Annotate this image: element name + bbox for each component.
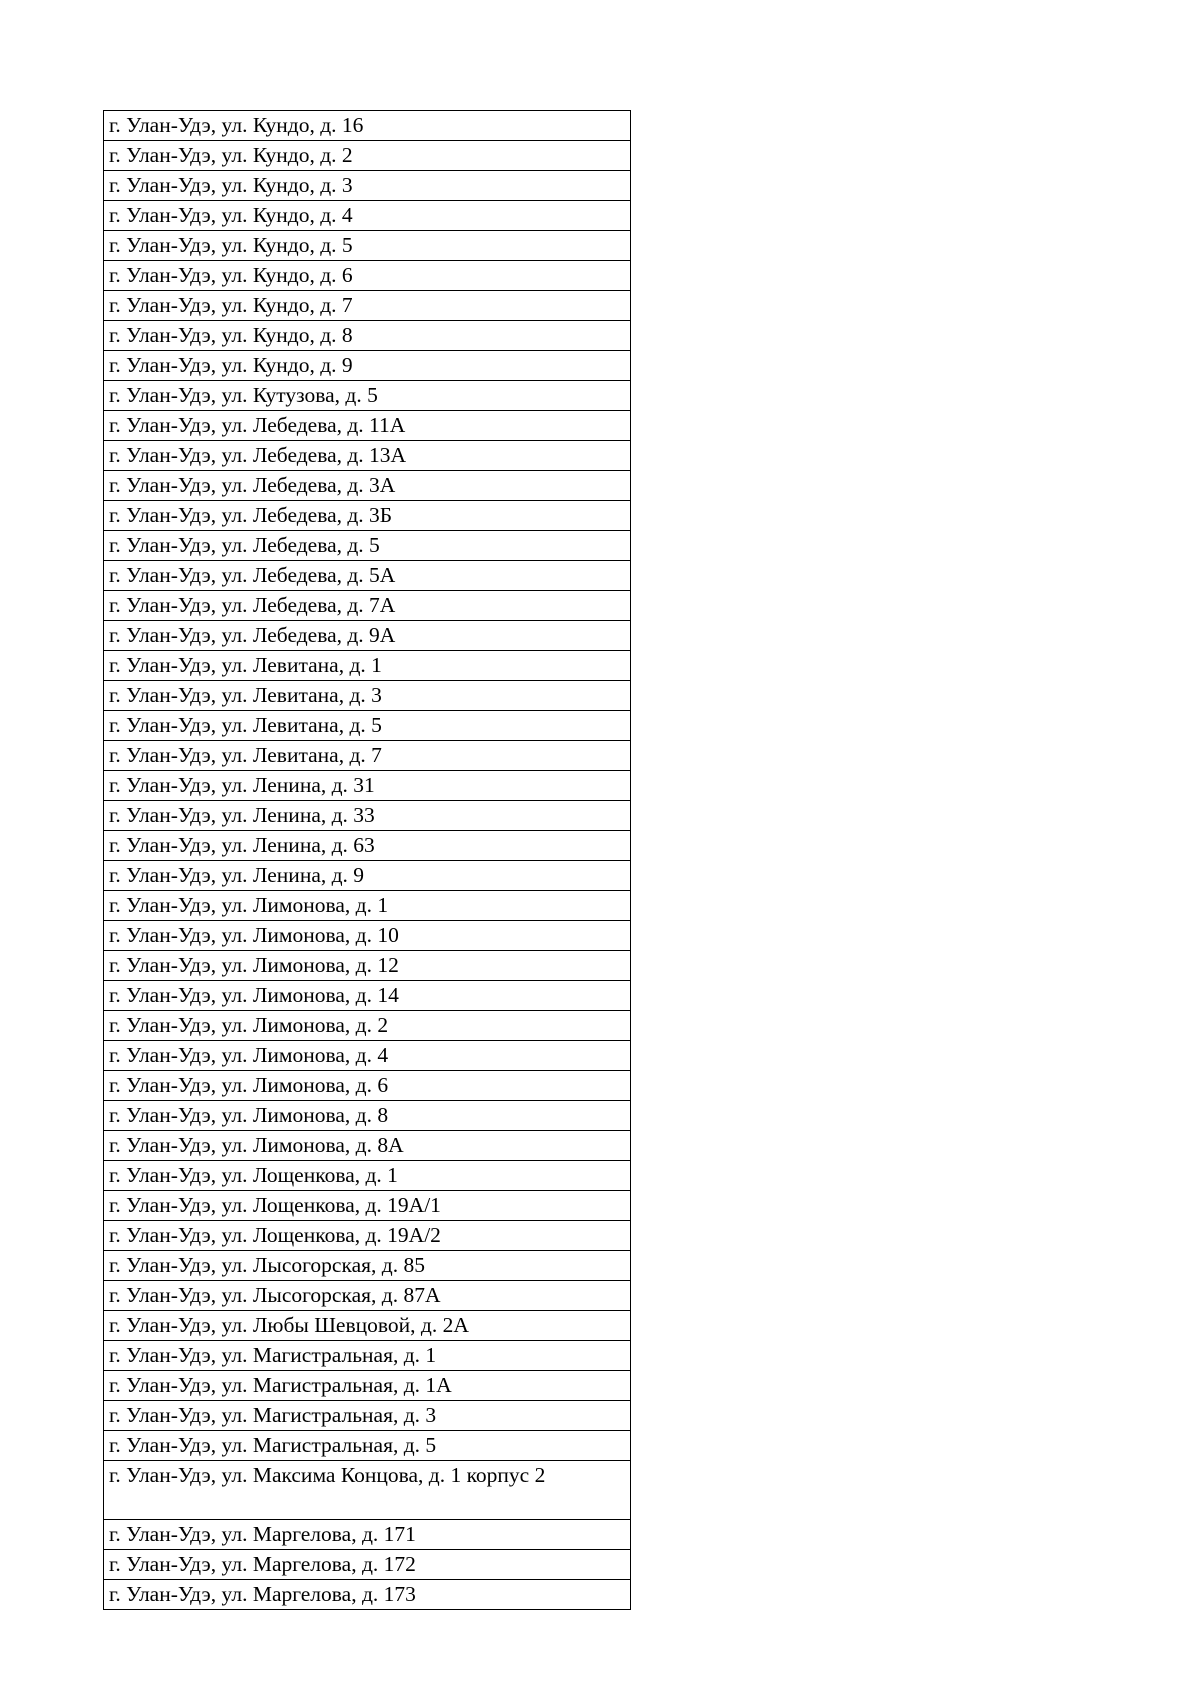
address-cell: г. Улан-Удэ, ул. Лимонова, д. 14 [104, 981, 631, 1011]
table-row [104, 411, 631, 441]
table-row [104, 981, 631, 1011]
address-cell: г. Улан-Удэ, ул. Кундо, д. 6 [104, 261, 631, 291]
address-cell: г. Улан-Удэ, ул. Лощенкова, д. 19А/1 [104, 1191, 631, 1221]
address-cell: г. Улан-Удэ, ул. Магистральная, д. 5 [104, 1431, 631, 1461]
table-row [104, 1191, 631, 1221]
table-row [104, 531, 631, 561]
address-cell: г. Улан-Удэ, ул. Лимонова, д. 8А [104, 1131, 631, 1161]
address-cell: г. Улан-Удэ, ул. Кундо, д. 16 [104, 111, 631, 141]
address-cell: г. Улан-Удэ, ул. Кундо, д. 9 [104, 351, 631, 381]
table-row [104, 1131, 631, 1161]
table-row [104, 1550, 631, 1580]
address-cell: г. Улан-Удэ, ул. Кутузова, д. 5 [104, 381, 631, 411]
table-row [104, 1251, 631, 1281]
address-table-body [104, 111, 631, 1610]
table-row [104, 231, 631, 261]
table-row [104, 1041, 631, 1071]
table-row [104, 831, 631, 861]
table-row [104, 471, 631, 501]
table-row [104, 951, 631, 981]
table-row [104, 1311, 631, 1341]
table-row [104, 1101, 631, 1131]
table-row [104, 381, 631, 411]
address-cell: г. Улан-Удэ, ул. Лебедева, д. 13А [104, 441, 631, 471]
address-cell: г. Улан-Удэ, ул. Магистральная, д. 1А [104, 1371, 631, 1401]
table-row [104, 201, 631, 231]
address-cell: г. Улан-Удэ, ул. Лебедева, д. 3А [104, 471, 631, 501]
address-cell: г. Улан-Удэ, ул. Лимонова, д. 12 [104, 951, 631, 981]
address-cell: г. Улан-Удэ, ул. Магистральная, д. 1 [104, 1341, 631, 1371]
address-cell: г. Улан-Удэ, ул. Кундо, д. 7 [104, 291, 631, 321]
table-row [104, 141, 631, 171]
address-cell: г. Улан-Удэ, ул. Маргелова, д. 171 [104, 1520, 631, 1550]
table-row [104, 801, 631, 831]
address-cell: г. Улан-Удэ, ул. Ленина, д. 63 [104, 831, 631, 861]
table-row [104, 291, 631, 321]
address-cell: г. Улан-Удэ, ул. Кундо, д. 4 [104, 201, 631, 231]
table-row [104, 1401, 631, 1431]
address-cell: г. Улан-Удэ, ул. Лебедева, д. 5А [104, 561, 631, 591]
table-row [104, 1520, 631, 1550]
table-row [104, 621, 631, 651]
address-cell: г. Улан-Удэ, ул. Кундо, д. 3 [104, 171, 631, 201]
table-row [104, 1161, 631, 1191]
address-cell: г. Улан-Удэ, ул. Ленина, д. 31 [104, 771, 631, 801]
table-row [104, 651, 631, 681]
address-cell: г. Улан-Удэ, ул. Магистральная, д. 3 [104, 1401, 631, 1431]
table-row [104, 1071, 631, 1101]
address-cell: г. Улан-Удэ, ул. Лимонова, д. 2 [104, 1011, 631, 1041]
table-row [104, 1341, 631, 1371]
address-cell: г. Улан-Удэ, ул. Левитана, д. 1 [104, 651, 631, 681]
table-row [104, 441, 631, 471]
table-row [104, 501, 631, 531]
address-cell: г. Улан-Удэ, ул. Лебедева, д. 11А [104, 411, 631, 441]
address-cell: г. Улан-Удэ, ул. Левитана, д. 5 [104, 711, 631, 741]
address-cell: г. Улан-Удэ, ул. Лощенкова, д. 19А/2 [104, 1221, 631, 1251]
table-row [104, 111, 631, 141]
address-cell: г. Улан-Удэ, ул. Кундо, д. 5 [104, 231, 631, 261]
table-row [104, 171, 631, 201]
address-cell: г. Улан-Удэ, ул. Лимонова, д. 8 [104, 1101, 631, 1131]
table-row [104, 1221, 631, 1251]
address-table [103, 110, 631, 1610]
address-cell: г. Улан-Удэ, ул. Лебедева, д. 9А [104, 621, 631, 651]
table-row [104, 1461, 631, 1520]
address-cell: г. Улан-Удэ, ул. Ленина, д. 33 [104, 801, 631, 831]
address-cell: г. Улан-Удэ, ул. Маргелова, д. 173 [104, 1580, 631, 1610]
address-cell: г. Улан-Удэ, ул. Маргелова, д. 172 [104, 1550, 631, 1580]
address-cell: г. Улан-Удэ, ул. Левитана, д. 3 [104, 681, 631, 711]
address-cell: г. Улан-Удэ, ул. Любы Шевцовой, д. 2А [104, 1311, 631, 1341]
address-cell: г. Улан-Удэ, ул. Лысогорская, д. 87А [104, 1281, 631, 1311]
address-cell: г. Улан-Удэ, ул. Лощенкова, д. 1 [104, 1161, 631, 1191]
table-row [104, 681, 631, 711]
table-row [104, 1011, 631, 1041]
address-cell: г. Улан-Удэ, ул. Лысогорская, д. 85 [104, 1251, 631, 1281]
table-row [104, 591, 631, 621]
table-row [104, 711, 631, 741]
address-cell: г. Улан-Удэ, ул. Лимонова, д. 10 [104, 921, 631, 951]
table-row [104, 891, 631, 921]
table-row [104, 741, 631, 771]
table-row [104, 921, 631, 951]
table-row [104, 771, 631, 801]
address-cell: г. Улан-Удэ, ул. Лимонова, д. 4 [104, 1041, 631, 1071]
table-row [104, 861, 631, 891]
address-cell: г. Улан-Удэ, ул. Кундо, д. 2 [104, 141, 631, 171]
address-cell: г. Улан-Удэ, ул. Лебедева, д. 7А [104, 591, 631, 621]
address-cell: г. Улан-Удэ, ул. Кундо, д. 8 [104, 321, 631, 351]
address-cell: г. Улан-Удэ, ул. Ленина, д. 9 [104, 861, 631, 891]
table-row [104, 261, 631, 291]
table-row [104, 561, 631, 591]
address-cell: г. Улан-Удэ, ул. Лимонова, д. 6 [104, 1071, 631, 1101]
table-row [104, 1580, 631, 1610]
table-row [104, 321, 631, 351]
address-cell: г. Улан-Удэ, ул. Максима Концова, д. 1 корпус 2 [104, 1461, 631, 1520]
address-cell: г. Улан-Удэ, ул. Лебедева, д. 5 [104, 531, 631, 561]
address-cell: г. Улан-Удэ, ул. Лебедева, д. 3Б [104, 501, 631, 531]
address-cell: г. Улан-Удэ, ул. Левитана, д. 7 [104, 741, 631, 771]
table-row [104, 1281, 631, 1311]
table-row [104, 1431, 631, 1461]
table-row [104, 1371, 631, 1401]
address-cell: г. Улан-Удэ, ул. Лимонова, д. 1 [104, 891, 631, 921]
table-row [104, 351, 631, 381]
